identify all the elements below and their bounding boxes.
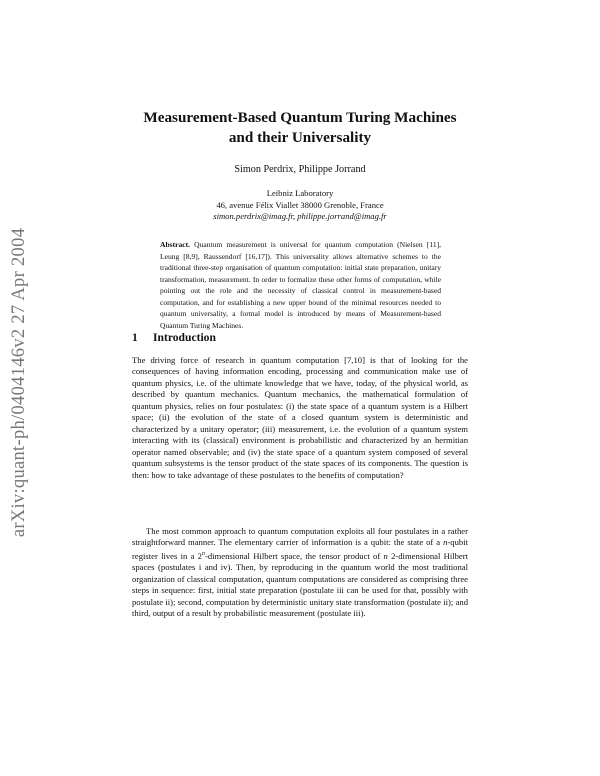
section-title: Introduction: [153, 331, 216, 344]
abstract: [160, 239, 441, 331]
para2-var-n-2: n: [383, 550, 388, 561]
section-number: 1: [132, 331, 138, 344]
title-line-1: Measurement-Based Quantum Turing Machines: [143, 109, 457, 126]
paper-title: [100, 108, 500, 148]
author-emails: simon.perdrix@imag.fr, philippe.jorrand@imag.fr: [213, 211, 387, 221]
abstract-label: Abstract.: [160, 240, 190, 249]
para2-text-4: 2-dimensional Hilbert spaces (postulates i and iv). Then, by reproducing in the quantum world the most traditional organization of classical computation, quantum computations are considered as comprising three steps in sequence: first, initial state preparation (postulate iii can be used for that, possibly with postulate ii); second, computation by deterministic unitary state transformation (postulate ii); and third, output of a result by probabilistic measurement (postulate iii).: [132, 550, 468, 619]
arxiv-sidebar: [5, 182, 35, 582]
affiliation-address: 46, avenue Félix Viallet 38000 Grenoble, France: [216, 199, 384, 210]
para2-text-2: -qubit register lives in a 2: [132, 537, 468, 561]
body-paragraph-2: [132, 526, 468, 620]
author-list: Simon Perdrix, Philippe Jorrand: [234, 164, 366, 175]
para2-text-1: The most common approach to quantum computation exploits all four postulates in a rather straightforward manner. The elementary carrier of information is a qubit: the state of a: [132, 526, 468, 548]
arxiv-identifier: arXiv:quant-ph/0404146v2 27 Apr 2004: [9, 227, 30, 537]
abstract-text: Quantum measurement is universal for quantum computation (Nielsen [11], Leung [8,9], Raussendorf [16,17]). This universality allows alternative schemes to the traditional three-step organisation of quantum computation: initial state preparation, unitary transformation, measurement. In order to formalize these other forms of computation, while pointing out the role and the necessity of classical control in measurement-based computation, and for establishing a new upper bound of the minimal resources needed to quantum universality, a formal model is introduced by means of Measurement-based Quantum Turing Machines.: [160, 240, 442, 330]
body-paragraph-1: The driving force of research in quantum computation [7,10] is that of looking for the consequences of having information encoding, processing and communication make use of quantum physics, i.e. of the ultimate knowledge that we have, today, of the physical world, as described by quantum mechanics. Quantum mechanics, the mathematical formulation of quantum physics, relies on four postulates: (i) the state space of a quantum system is a Hilbert space; (ii) the evolution of the state of a closed quantum system is deterministic and characterized by a unitary operator; (iii) measurement, i.e. the evolution of a quantum system interacting with its (classical) environment is probabilistic and characterized by an hermitian operator named observable; and (iv) the state space of a quantum system composed of several quantum subsystems is the tensor product of the state spaces of its components. The question is then: how to take advantage of these postulates to the benefits of computation?: [132, 355, 468, 480]
para2-text-3: -dimensional Hilbert space, the tensor product of: [204, 550, 384, 561]
para2-var-n: n: [443, 537, 448, 548]
affiliation-lab: Leibniz Laboratory: [266, 188, 334, 198]
affiliation-block: [100, 188, 500, 223]
section-heading: [132, 331, 432, 344]
title-line-2: and their Universality: [228, 129, 372, 146]
para2-sup-var: n: [201, 550, 205, 557]
